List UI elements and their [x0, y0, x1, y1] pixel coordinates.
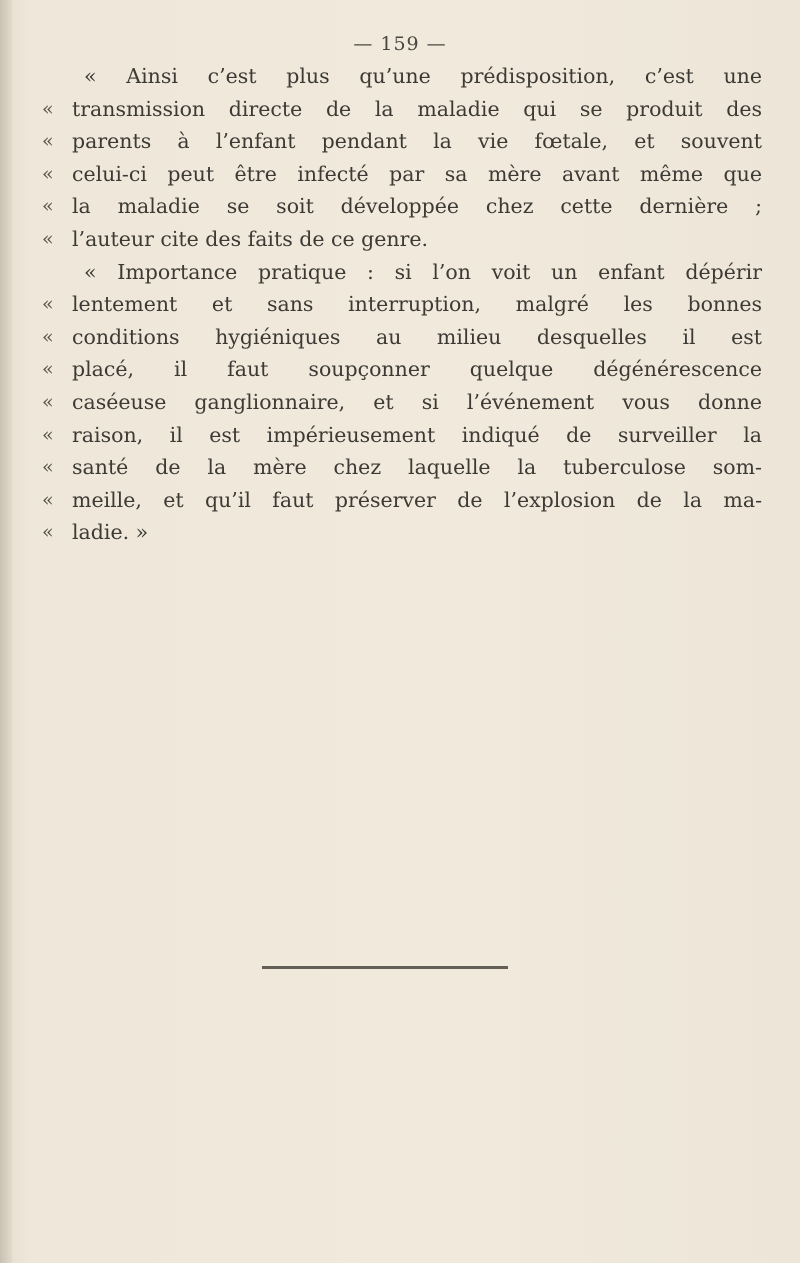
quote-mark: « — [42, 130, 54, 153]
quote-mark: « — [42, 488, 54, 511]
text-line — [42, 516, 762, 549]
text-line — [42, 386, 762, 419]
quote-mark: « — [42, 358, 54, 381]
quote-mark: « — [42, 293, 54, 316]
text-line — [42, 60, 762, 93]
line-text: la maladie se soit développée chez cette dernière ; — [72, 194, 762, 219]
line-text: placé, il faut soupçonner quelque dégénérescence — [72, 357, 762, 382]
quote-mark: « — [42, 195, 54, 218]
line-text: transmission directe de la maladie qui se produit des — [72, 96, 762, 121]
body-text — [42, 60, 762, 549]
text-line — [42, 125, 762, 158]
text-line — [42, 223, 762, 256]
quote-mark: « — [42, 227, 54, 250]
text-line — [42, 190, 762, 223]
line-text: raison, il est impérieusement indiqué de surveiller la — [72, 422, 762, 447]
text-line — [42, 419, 762, 452]
text-line — [42, 484, 762, 517]
line-text: celui-ci peut être infecté par sa mère avant même que — [72, 161, 762, 186]
quote-mark: « — [42, 456, 54, 479]
line-text: conditions hygiéniques au milieu desquelles il est — [72, 324, 762, 349]
section-divider-rule — [262, 966, 508, 969]
line-text: santé de la mère chez laquelle la tuberculose som- — [72, 455, 762, 480]
quote-mark: « — [42, 162, 54, 185]
text-line — [42, 93, 762, 126]
line-text: caséeuse ganglionnaire, et si l’événement vous donne — [72, 389, 762, 414]
quote-mark: « — [42, 390, 54, 413]
line-text: « Importance pratique : si l’on voit un enfant dépérir — [84, 259, 762, 284]
quote-mark: « — [42, 97, 54, 120]
text-line — [42, 353, 762, 386]
line-text: ladie. » — [72, 520, 149, 545]
text-line — [42, 158, 762, 191]
quote-mark: « — [42, 423, 54, 446]
text-line — [42, 288, 762, 321]
text-line — [42, 321, 762, 354]
text-line — [42, 256, 762, 289]
line-text: l’auteur cite des faits de ce genre. — [72, 226, 429, 251]
quote-mark: « — [42, 325, 54, 348]
quote-mark: « — [42, 521, 54, 544]
text-line — [42, 451, 762, 484]
page-number: — 159 — — [353, 33, 447, 55]
line-text: « Ainsi c’est plus qu’une prédisposition, c’est une — [84, 64, 763, 88]
page-binding-edge — [0, 0, 12, 1263]
line-text: parents à l’enfant pendant la vie fœtale, et souvent — [72, 129, 762, 154]
line-text: lentement et sans interruption, malgré les bonnes — [72, 292, 762, 317]
line-text: meille, et qu’il faut préserver de l’explosion de la ma- — [72, 487, 762, 512]
